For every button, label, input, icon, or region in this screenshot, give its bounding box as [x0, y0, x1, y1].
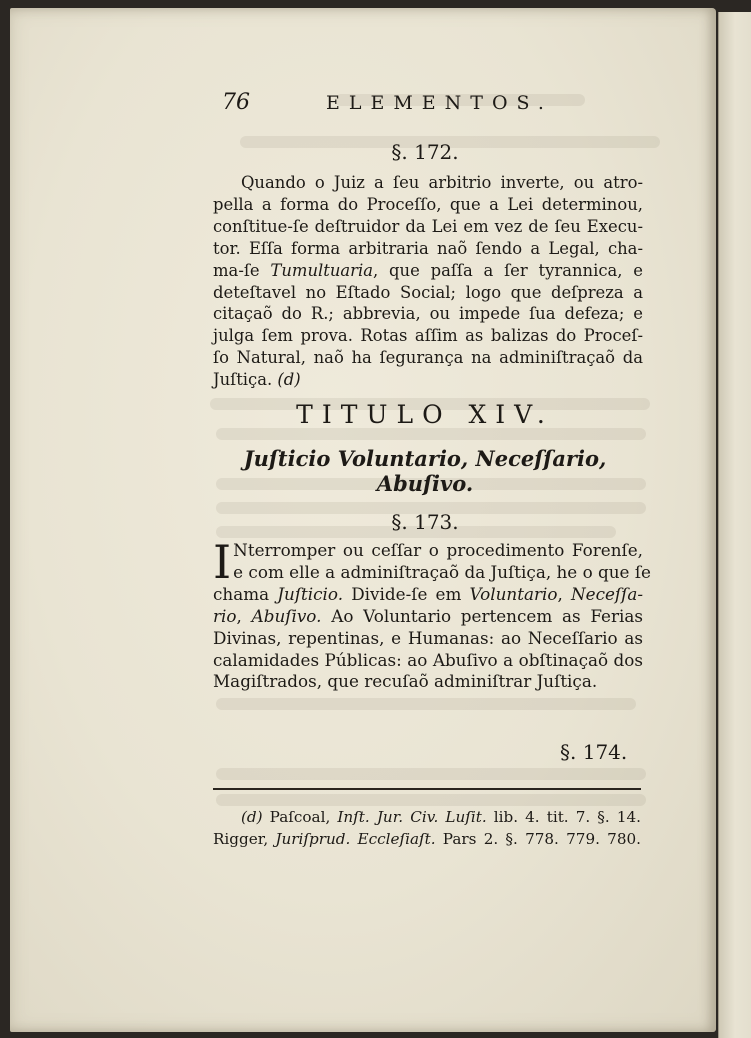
text-line: calamidades Públicas: ao Abuſivo a obſtinaçaõ dos [213, 649, 643, 670]
text-run: lib. 4. tit. 7. §. 14. [486, 808, 641, 826]
text-line: e com elle a adminiſtraçaõ da Juſtiça, he o que ſe [233, 561, 651, 582]
titulo-subtitle: Juſticio Voluntario, Neceſſario, Abuſivo. [243, 446, 607, 496]
text-line: ſo Natural, naõ ha ſegurança na adminiſtraçaõ da [213, 348, 643, 368]
text-line [213, 606, 643, 628]
text-line [213, 369, 643, 391]
footnote-line [213, 828, 641, 850]
footnote-line [213, 806, 641, 828]
page-number: 76 [222, 90, 250, 115]
text-line: julga ſem prova. Rotas aſſim as balizas do Proceſ- [213, 326, 643, 346]
section-173-heading: §. 173. [391, 510, 459, 534]
emphasis-term: Voluntario [469, 583, 558, 604]
emphasis-term: Tumultuaria [270, 260, 374, 280]
section-172-paragraph [213, 172, 643, 391]
text-run: Divide-ſe em [343, 583, 470, 604]
text-line: Quando o Juiz a ſeu arbitrio inverte, ou atro- [241, 173, 643, 192]
text-run: Pars 2. §. 778. 779. 780. [435, 830, 641, 848]
titulo-heading: TITULO XIV. [296, 400, 554, 429]
text-run: Juſtiça. [213, 370, 278, 390]
running-title: ELEMENTOS. [326, 92, 553, 114]
text-run: , [557, 583, 571, 604]
text-line: conſtitue-ſe deſtruidor da Lei em vez de ſeu Execu- [213, 216, 643, 236]
emphasis-term: rio [213, 605, 237, 626]
text-line: Nterromper ou ceſſar o procedimento Forenſe, [233, 540, 643, 560]
emphasis-term: Neceſſa- [570, 583, 643, 604]
footnote-divider [213, 788, 641, 790]
text-line: tor. Eſſa forma arbitraria naõ ſendo a Legal, cha- [213, 238, 643, 258]
text-line [213, 260, 643, 282]
text-line: deteſtavel no Eſtado Social; logo que deſpreza a [213, 282, 643, 302]
section-172-heading: §. 172. [391, 140, 459, 164]
emphasis-term: Juſticio. [277, 583, 344, 604]
citation-title: Inſt. Jur. Civ. Luſit. [337, 808, 487, 826]
drop-cap: I [213, 535, 232, 589]
text-run: ma-ſe [213, 260, 271, 280]
citation-title: Juriſprud. Eccleſiaſt. [275, 830, 436, 848]
text-line: Divinas, repentinas, e Humanas: ao Neceſſario as [213, 627, 643, 648]
footnote-marker: (d) [241, 808, 263, 826]
text-run: , [236, 605, 252, 626]
text-run: Paſcoal, [262, 808, 338, 826]
emphasis-term: Abuſivo. [251, 605, 322, 626]
text-run: , que paſſa a ſer tyrannica, e [373, 260, 643, 280]
running-head [0, 90, 751, 120]
footnote-reference: (d) [277, 370, 301, 390]
section-173-paragraph [213, 535, 651, 693]
text-line: pella a forma do Proceſſo, que a Lei determinou, [213, 194, 643, 214]
catchword: §. 174. [560, 740, 628, 764]
text-run: Rigger, [213, 830, 276, 848]
text-line: Magiſtrados, que recuſaõ adminiſtrar Juſtiça. [213, 671, 598, 692]
text-run: Ao Voluntario pertencem as Ferias [321, 605, 643, 626]
text-run: chama [213, 583, 278, 604]
text-line [213, 584, 643, 606]
text-line: citaçaõ do R.; abbrevia, ou impede ſua defeza; e [213, 304, 643, 324]
footnote [213, 806, 641, 850]
